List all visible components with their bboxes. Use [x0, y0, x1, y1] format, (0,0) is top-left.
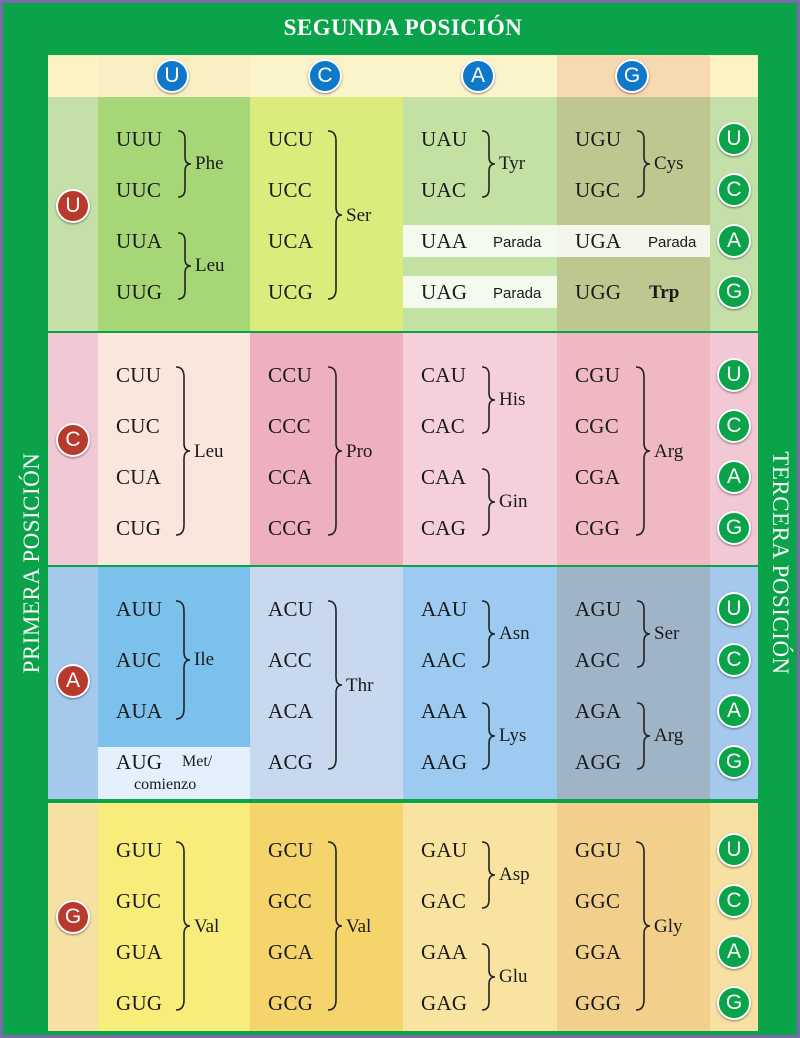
codon-uau: UAU: [421, 127, 468, 151]
third-base-a-badge-row-a: A: [717, 694, 751, 728]
codon-guu: GUU: [116, 838, 163, 862]
third-base-u-badge-row-u: U: [717, 122, 751, 156]
aa-pro: Pro: [346, 441, 373, 462]
brace-val-gc: [326, 840, 344, 1012]
third-base-c-badge-row-u: C: [717, 173, 751, 207]
aa-lys: Lys: [499, 725, 527, 746]
codon-uga: UGA: [575, 229, 622, 253]
codon-ccg: CCG: [268, 516, 313, 540]
aa-ser-a: Ser: [654, 623, 680, 644]
third-position-label: TERCERA POSICIÓN: [768, 451, 793, 675]
codon-aga: AGA: [575, 699, 622, 723]
aa-leu-u: Leu: [195, 255, 225, 276]
aa-val-gc: Val: [346, 916, 372, 937]
aa-tyr: Tyr: [499, 153, 526, 174]
codon-ucc: UCC: [268, 178, 313, 202]
codon-uca: UCA: [268, 229, 314, 253]
codon-aau: AAU: [421, 597, 468, 621]
aa-his: His: [499, 389, 526, 410]
aa-asn: Asn: [499, 623, 530, 644]
brace-phe: [176, 129, 192, 199]
codon-uuu: UUU: [116, 127, 163, 151]
third-base-g-badge-row-a: G: [717, 745, 751, 779]
codon-uuc: UUC: [116, 178, 162, 202]
cell-ag: [557, 567, 710, 799]
codon-aca: ACA: [268, 699, 314, 723]
cell-gc: [250, 803, 403, 1031]
codon-cca: CCA: [268, 465, 313, 489]
cell-cg: [557, 333, 710, 565]
start-codon-box: [98, 747, 250, 799]
second-base-a-badge: A: [461, 59, 495, 93]
second-base-g-badge: G: [615, 59, 649, 93]
third-base-c-badge-row-c: C: [717, 409, 751, 443]
third-base-c-badge-row-g: C: [717, 884, 751, 918]
codon-cau: CAU: [421, 363, 467, 387]
row-a-first-cell: [48, 567, 98, 799]
codon-gga: GGA: [575, 940, 622, 964]
header-corner-left: [48, 55, 98, 97]
brace-gly: [634, 840, 652, 1012]
codon-agc: AGC: [575, 648, 621, 672]
codon-acg: ACG: [268, 750, 314, 774]
codon-ggg: GGG: [575, 991, 622, 1015]
brace-cys: [635, 129, 651, 199]
stop-label-uga: Parada: [648, 234, 697, 251]
row-g-first-cell: [48, 803, 98, 1031]
third-base-a-badge-row-g: A: [717, 935, 751, 969]
row-a-third-cell: [710, 567, 758, 799]
brace-pro: [326, 365, 344, 537]
third-base-g-badge-row-c: G: [717, 511, 751, 545]
cell-cc: [250, 333, 403, 565]
aa-arg-c: Arg: [654, 441, 684, 462]
third-base-g-badge-row-g: G: [717, 986, 751, 1020]
start-label-met: Met/: [182, 753, 213, 770]
third-base-u-badge-row-a: U: [717, 592, 751, 626]
cell-ga: [403, 803, 557, 1031]
stop-strip-uag: [403, 276, 557, 308]
codon-uaa: UAA: [421, 229, 468, 253]
codon-aua: AUA: [116, 699, 163, 723]
cell-cu: [98, 333, 250, 565]
aa-ile: Ile: [194, 649, 215, 670]
codon-ccu: CCU: [268, 363, 313, 387]
codon-cua: CUA: [116, 465, 162, 489]
stop-label-uaa: Parada: [493, 234, 542, 251]
codon-aug: AUG: [116, 750, 163, 774]
codon-caa: CAA: [421, 465, 467, 489]
cell-ug: [557, 97, 710, 331]
first-base-c-badge: C: [56, 423, 90, 457]
brace-lys: [480, 701, 496, 771]
row-c-third-cell: [710, 333, 758, 565]
aa-leu-c: Leu: [194, 441, 224, 462]
codon-uua: UUA: [116, 229, 163, 253]
aa-asp: Asp: [499, 864, 530, 885]
codon-cug: CUG: [116, 516, 162, 540]
first-base-g-badge: G: [56, 900, 90, 934]
first-base-u-badge: U: [56, 189, 90, 223]
codon-cgc: CGC: [575, 414, 620, 438]
codon-gac: GAC: [421, 889, 467, 913]
codon-gca: GCA: [268, 940, 314, 964]
codon-auc: AUC: [116, 648, 162, 672]
codon-aag: AAG: [421, 750, 468, 774]
aa-arg-a: Arg: [654, 725, 684, 746]
cell-ca: [403, 333, 557, 565]
first-position-label: PRIMERA POSICIÓN: [19, 452, 44, 674]
aa-phe: Phe: [195, 153, 224, 174]
codon-gcu: GCU: [268, 838, 314, 862]
brace-thr: [326, 599, 344, 771]
row-u-first-cell: [48, 97, 98, 331]
codon-ccc: CCC: [268, 414, 311, 438]
codon-uug: UUG: [116, 280, 163, 304]
brace-asn: [480, 599, 496, 669]
codon-gcg: GCG: [268, 991, 314, 1015]
header-col-a: [403, 55, 557, 97]
cell-gg: [557, 803, 710, 1031]
codon-agg: AGG: [575, 750, 622, 774]
brace-arg-c: [634, 365, 652, 537]
cell-aa: [403, 567, 557, 799]
brace-ile: [174, 599, 192, 721]
start-label-comienzo: comienzo: [134, 776, 197, 793]
third-base-a-badge-row-c: A: [717, 460, 751, 494]
cell-ac: [250, 567, 403, 799]
codon-uac: UAC: [421, 178, 467, 202]
aa-glu: Glu: [499, 966, 528, 987]
codon-aac: AAC: [421, 648, 467, 672]
cell-gu: [98, 803, 250, 1031]
brace-his: [480, 365, 496, 435]
third-base-a-badge-row-u: A: [717, 224, 751, 258]
brace-val-gu: [174, 840, 192, 1012]
brace-gin: [480, 467, 496, 537]
header-col-g: [557, 55, 710, 97]
codon-cuc: CUC: [116, 414, 161, 438]
brace-leu-u: [176, 231, 192, 301]
codon-gaa: GAA: [421, 940, 468, 964]
row-c-first-cell: [48, 333, 98, 565]
brace-ser-u: [326, 129, 344, 301]
third-base-u-badge-row-c: U: [717, 358, 751, 392]
codon-gug: GUG: [116, 991, 163, 1015]
codon-guc: GUC: [116, 889, 162, 913]
codon-cgg: CGG: [575, 516, 621, 540]
codon-ugc: UGC: [575, 178, 621, 202]
brace-leu-c: [174, 365, 192, 537]
codon-ggu: GGU: [575, 838, 622, 862]
codon-ucu: UCU: [268, 127, 314, 151]
codon-cgu: CGU: [575, 363, 621, 387]
codon-cga: CGA: [575, 465, 621, 489]
stop-strip-uaa-uga: [403, 225, 710, 257]
codon-gau: GAU: [421, 838, 468, 862]
second-base-c-badge: C: [308, 59, 342, 93]
codon-ugu: UGU: [575, 127, 622, 151]
brace-asp: [480, 840, 496, 910]
second-base-u-badge: U: [155, 59, 189, 93]
brace-glu: [480, 942, 496, 1012]
aa-gly: Gly: [654, 916, 683, 937]
codon-cuu: CUU: [116, 363, 162, 387]
aa-gin: Gin: [499, 491, 528, 512]
codon-agu: AGU: [575, 597, 622, 621]
stop-label-uag: Parada: [493, 285, 542, 302]
header-corner-right: [710, 55, 758, 97]
aa-thr: Thr: [346, 675, 374, 696]
codon-acc: ACC: [268, 648, 313, 672]
brace-ser-a: [635, 599, 651, 669]
second-position-title: SEGUNDA POSICIÓN: [283, 15, 523, 40]
codon-cag: CAG: [421, 516, 467, 540]
row-g-third-cell: [710, 803, 758, 1031]
brace-tyr: [480, 129, 496, 199]
third-base-u-badge-row-g: U: [717, 833, 751, 867]
codon-aaa: AAA: [421, 699, 468, 723]
row-u-third-cell: [710, 97, 758, 331]
codon-uag: UAG: [421, 280, 468, 304]
cell-uc: [250, 97, 403, 331]
brace-arg-a: [635, 701, 651, 771]
codon-ucg: UCG: [268, 280, 314, 304]
third-base-c-badge-row-a: C: [717, 643, 751, 677]
third-base-g-badge-row-u: G: [717, 275, 751, 309]
codon-gag: GAG: [421, 991, 468, 1015]
aa-ser-u: Ser: [346, 205, 372, 226]
header-col-u: [98, 55, 250, 97]
codon-ggc: GGC: [575, 889, 621, 913]
codon-gua: GUA: [116, 940, 163, 964]
codon-cac: CAC: [421, 414, 466, 438]
codon-auu: AUU: [116, 597, 163, 621]
codon-acu: ACU: [268, 597, 314, 621]
aa-trp: Trp: [649, 282, 680, 303]
codon-gcc: GCC: [268, 889, 313, 913]
first-base-a-badge: A: [56, 664, 90, 698]
cell-uu: [98, 97, 250, 331]
header-col-c: [250, 55, 403, 97]
aa-val-gu: Val: [194, 916, 220, 937]
aa-cys: Cys: [654, 153, 684, 174]
codon-ugg: UGG: [575, 280, 622, 304]
